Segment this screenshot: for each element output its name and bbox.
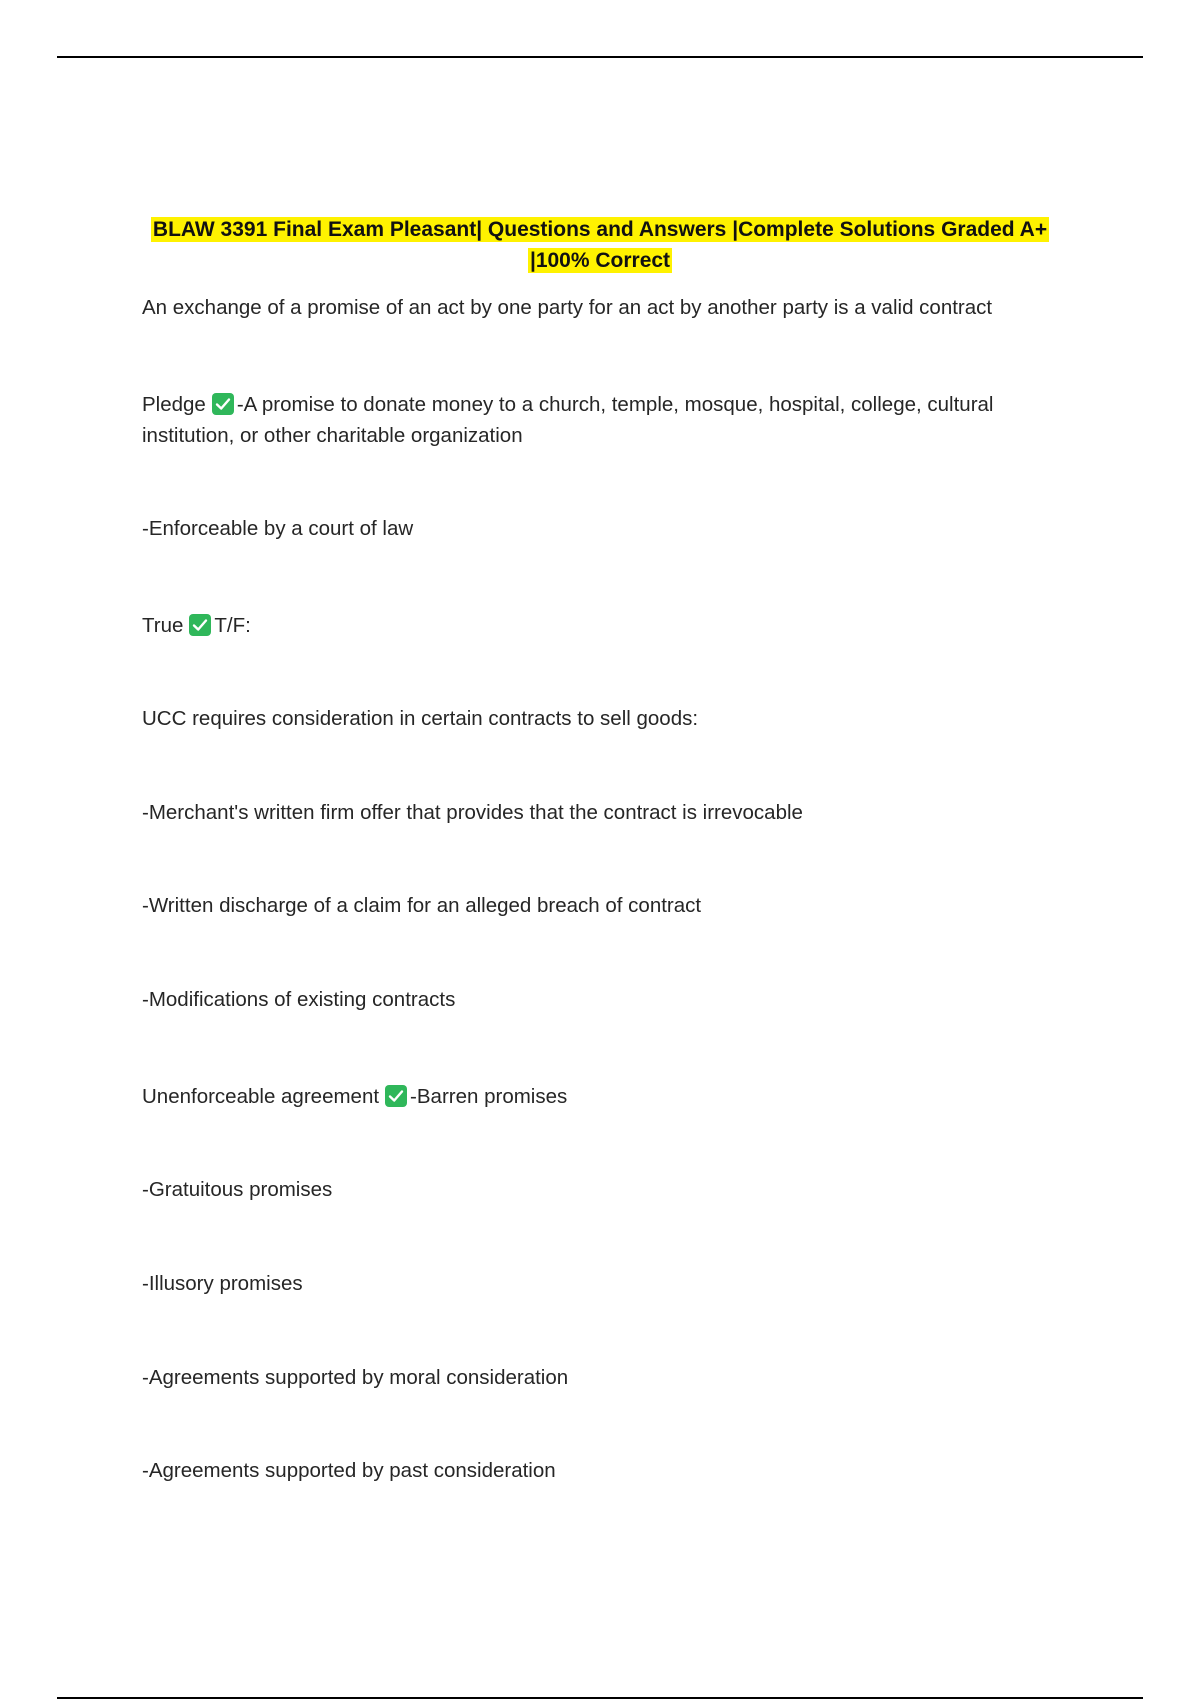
paragraph-text: -Enforceable by a court of law <box>142 517 414 540</box>
paragraph <box>142 797 1062 828</box>
paragraph <box>142 1174 1062 1205</box>
paragraph <box>142 292 1062 323</box>
paragraph-text: -Illusory promises <box>142 1272 303 1295</box>
qa-term: Pledge <box>142 393 206 416</box>
paragraph-text: -Written discharge of a claim for an alleged breach of contract <box>142 894 702 917</box>
checkmark-icon <box>385 1085 407 1107</box>
paragraph-text: An exchange of a promise of an act by one party for an act by another party is a valid contract <box>142 296 993 319</box>
document-title <box>100 214 1100 276</box>
title-line-1: BLAW 3391 Final Exam Pleasant| Questions and Answers |Complete Solutions Graded A+ <box>152 218 1048 241</box>
qa-item <box>142 389 1062 451</box>
paragraph-text: -Agreements supported by moral consideration <box>142 1366 569 1389</box>
qa-item <box>142 610 1062 641</box>
paragraph <box>142 984 1062 1015</box>
checkmark-icon <box>212 393 234 415</box>
qa-term: True <box>142 614 184 637</box>
qa-item <box>142 1081 1062 1112</box>
paragraph <box>142 1268 1062 1299</box>
paragraph-text: UCC requires consideration in certain contracts to sell goods: <box>142 707 699 730</box>
qa-definition: -A promise to donate money to a church, temple, mosque, hospital, college, cultural institution, or other charitable organization <box>142 393 994 447</box>
checkmark-icon <box>189 614 211 636</box>
paragraph <box>142 1362 1062 1393</box>
qa-term: Unenforceable agreement <box>142 1085 380 1108</box>
top-rule <box>57 56 1143 58</box>
bottom-rule <box>57 1697 1143 1699</box>
paragraph-text: -Merchant's written firm offer that provides that the contract is irrevocable <box>142 801 803 824</box>
qa-definition: T/F: <box>214 614 251 637</box>
paragraph <box>142 703 1062 734</box>
qa-definition: -Barren promises <box>410 1085 568 1108</box>
paragraph <box>142 513 1062 544</box>
title-line-2: |100% Correct <box>529 249 671 272</box>
paragraph <box>142 1455 1062 1486</box>
paragraph <box>142 890 1062 921</box>
paragraph-text: -Agreements supported by past consideration <box>142 1459 556 1482</box>
paragraph-text: -Gratuitous promises <box>142 1178 333 1201</box>
paragraph-text: -Modifications of existing contracts <box>142 988 456 1011</box>
